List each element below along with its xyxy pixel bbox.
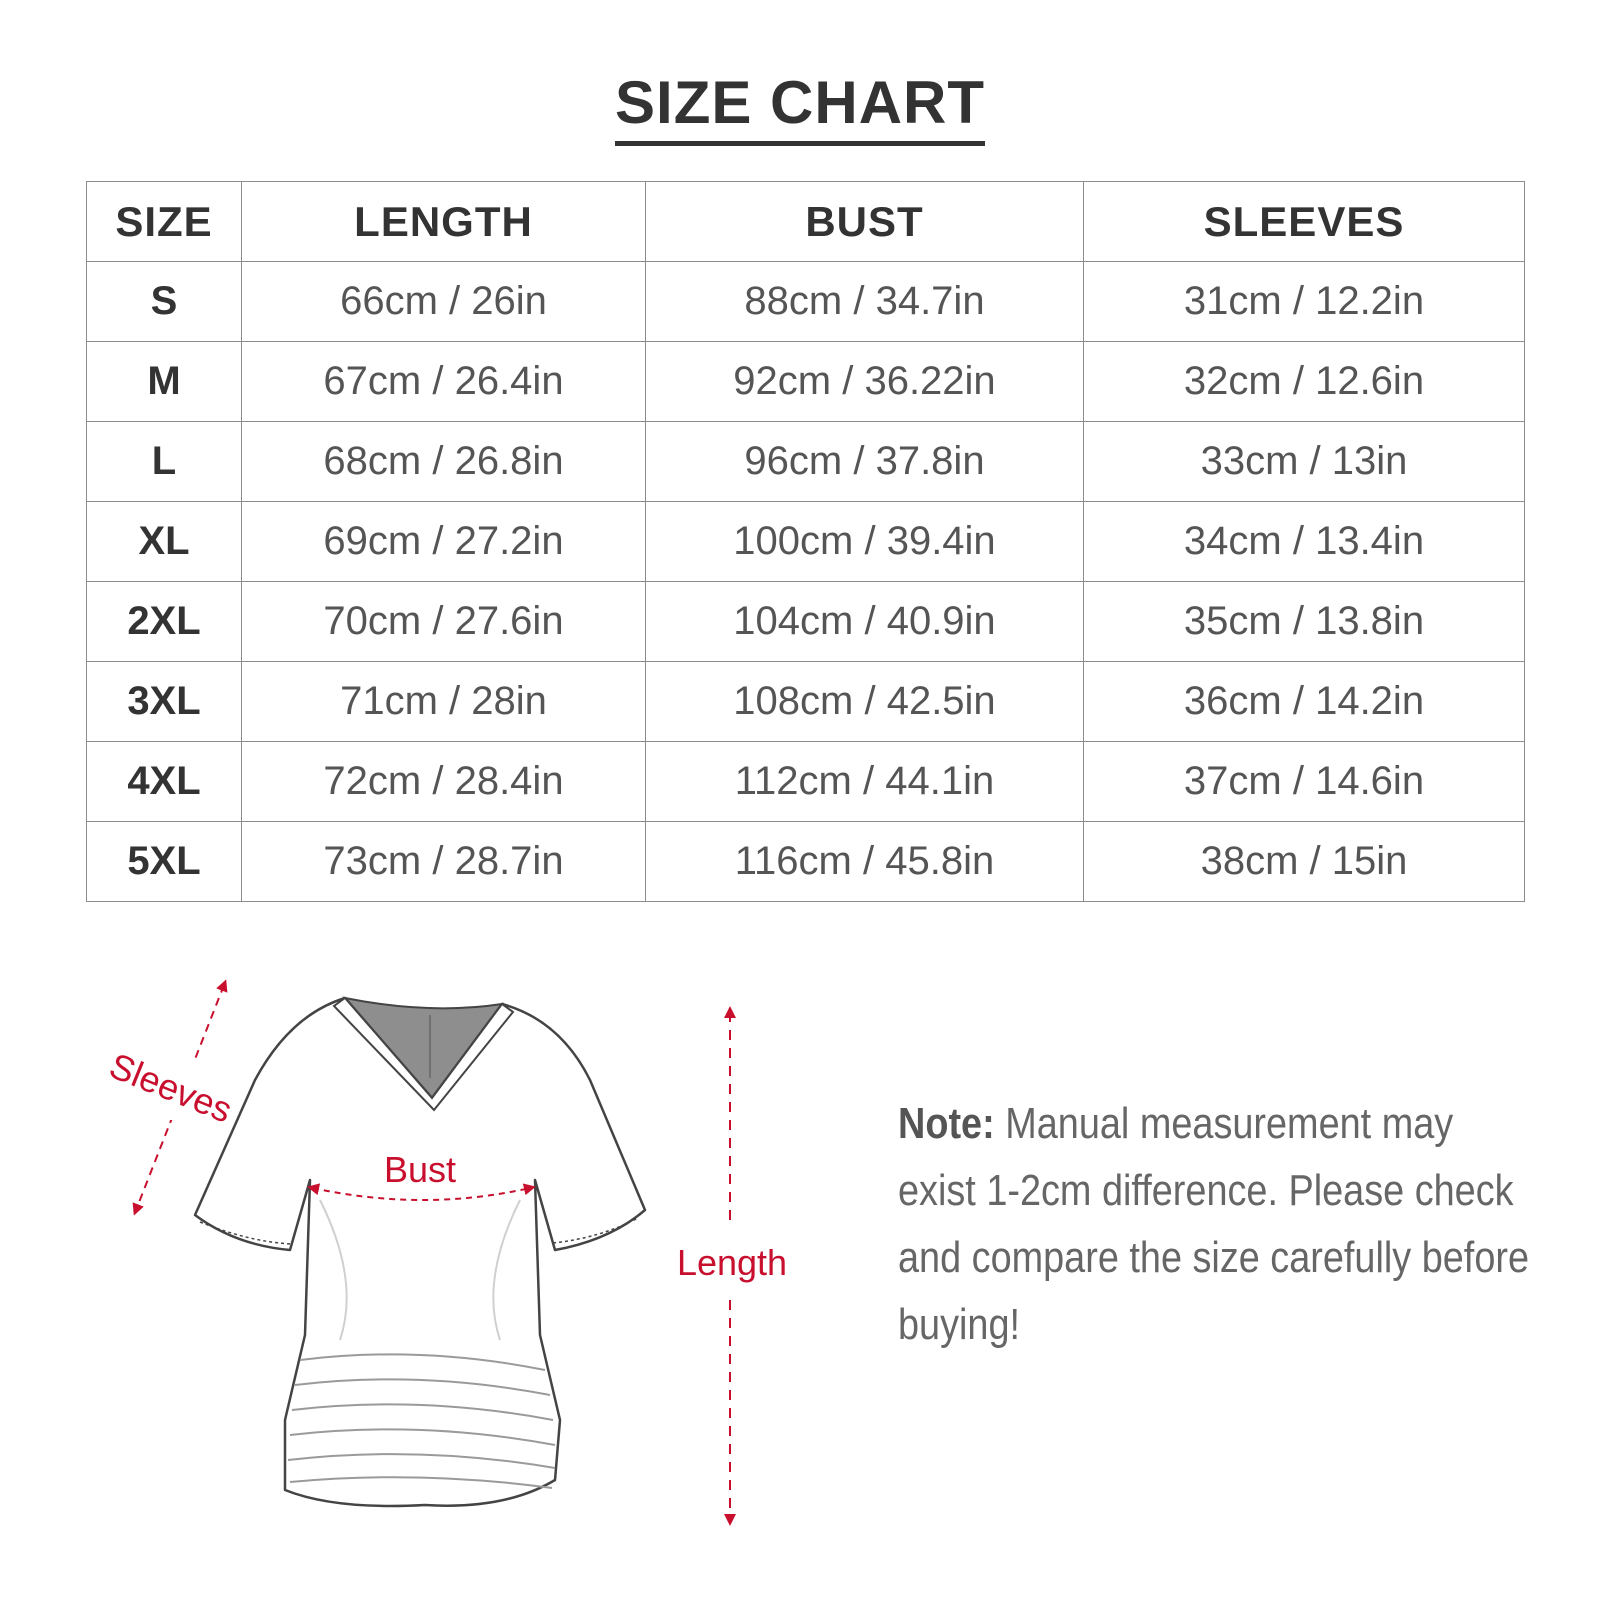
sleeves-cell: 32cm / 12.6in bbox=[1084, 342, 1525, 422]
table-row bbox=[87, 662, 1525, 742]
bust-label: Bust bbox=[383, 1149, 457, 1190]
size-table bbox=[86, 181, 1525, 902]
size-cell: 5XL bbox=[87, 822, 242, 902]
sleeves-cell: 37cm / 14.6in bbox=[1084, 742, 1525, 822]
header-sleeves: SLEEVES bbox=[1084, 182, 1525, 262]
note-body: Manual measurement may exist 1-2cm difference. Please check and compare the size carefully before buying! bbox=[898, 1099, 1530, 1349]
sleeves-cell: 31cm / 12.2in bbox=[1084, 262, 1525, 342]
note-text bbox=[898, 1090, 1534, 1358]
table-row bbox=[87, 582, 1525, 662]
size-cell: S bbox=[87, 262, 242, 342]
size-cell: XL bbox=[87, 502, 242, 582]
length-cell: 67cm / 26.4in bbox=[242, 342, 646, 422]
note-label: Note: bbox=[898, 1099, 995, 1148]
header-bust: BUST bbox=[646, 182, 1084, 262]
sleeves-cell: 38cm / 15in bbox=[1084, 822, 1525, 902]
length-cell: 70cm / 27.6in bbox=[242, 582, 646, 662]
table-row bbox=[87, 502, 1525, 582]
length-cell: 68cm / 26.8in bbox=[242, 422, 646, 502]
bust-cell: 92cm / 36.22in bbox=[646, 342, 1084, 422]
header-size: SIZE bbox=[87, 182, 242, 262]
length-cell: 73cm / 28.7in bbox=[242, 822, 646, 902]
table-row bbox=[87, 822, 1525, 902]
size-cell: 4XL bbox=[87, 742, 242, 822]
sleeves-label: Sleeves bbox=[103, 1044, 238, 1131]
bust-cell: 96cm / 37.8in bbox=[646, 422, 1084, 502]
table-row bbox=[87, 742, 1525, 822]
length-measure bbox=[677, 1012, 787, 1520]
table-row bbox=[87, 342, 1525, 422]
header-length: LENGTH bbox=[242, 182, 646, 262]
sleeves-cell: 34cm / 13.4in bbox=[1084, 502, 1525, 582]
size-cell: 2XL bbox=[87, 582, 242, 662]
length-cell: 69cm / 27.2in bbox=[242, 502, 646, 582]
length-cell: 71cm / 28in bbox=[242, 662, 646, 742]
table-row bbox=[87, 262, 1525, 342]
shirt-illustration bbox=[195, 998, 645, 1506]
table-header-row bbox=[87, 182, 1525, 262]
sleeves-cell: 35cm / 13.8in bbox=[1084, 582, 1525, 662]
bust-cell: 100cm / 39.4in bbox=[646, 502, 1084, 582]
title-text: SIZE CHART bbox=[615, 71, 985, 146]
page-title bbox=[0, 68, 1600, 146]
shirt-measurement-diagram bbox=[0, 960, 820, 1580]
length-label: Length bbox=[676, 1242, 788, 1283]
sleeves-cell: 33cm / 13in bbox=[1084, 422, 1525, 502]
sleeves-cell: 36cm / 14.2in bbox=[1084, 662, 1525, 742]
bust-cell: 104cm / 40.9in bbox=[646, 582, 1084, 662]
length-cell: 66cm / 26in bbox=[242, 262, 646, 342]
bust-cell: 116cm / 45.8in bbox=[646, 822, 1084, 902]
bust-cell: 108cm / 42.5in bbox=[646, 662, 1084, 742]
bust-cell: 112cm / 44.1in bbox=[646, 742, 1084, 822]
length-cell: 72cm / 28.4in bbox=[242, 742, 646, 822]
table-row bbox=[87, 422, 1525, 502]
size-cell: L bbox=[87, 422, 242, 502]
size-cell: 3XL bbox=[87, 662, 242, 742]
bust-cell: 88cm / 34.7in bbox=[646, 262, 1084, 342]
size-cell: M bbox=[87, 342, 242, 422]
